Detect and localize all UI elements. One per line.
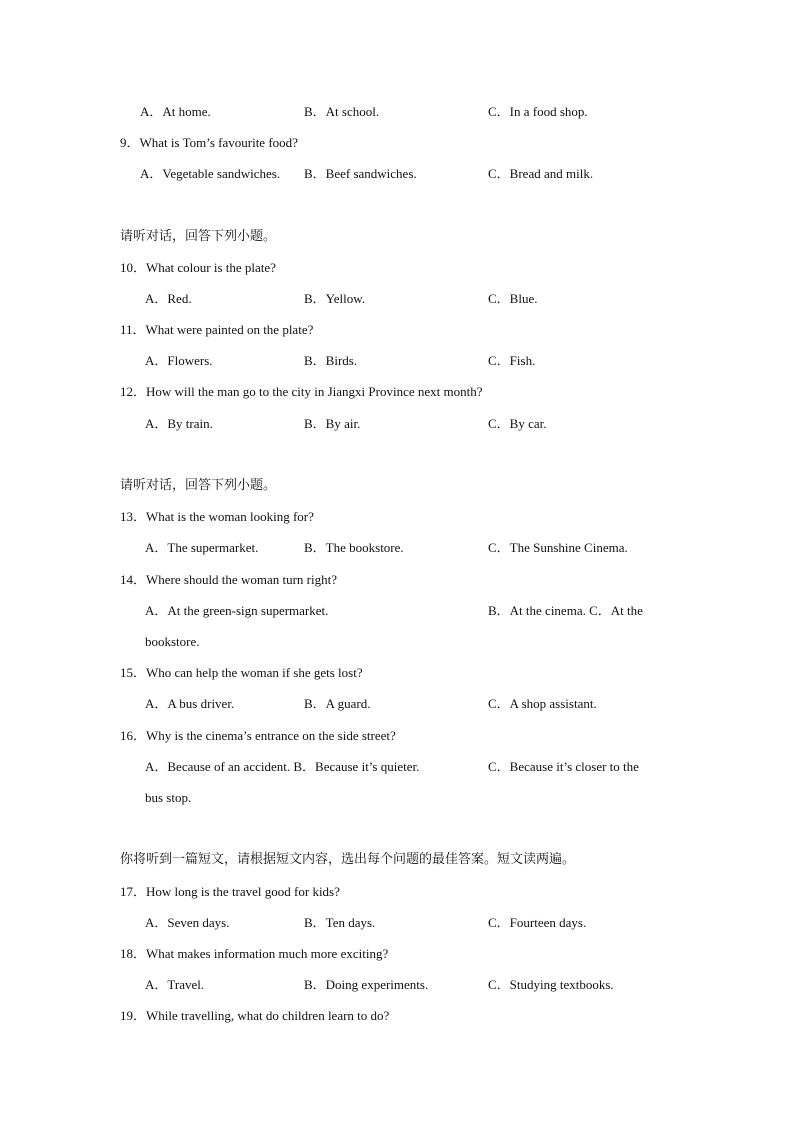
q12-option-c: C．By car. — [488, 416, 547, 431]
q18-question: 18．What makes information much more exciting? — [120, 946, 389, 961]
q16-option-ab: A．Because of an accident. B．Because it’s quieter. — [145, 759, 420, 774]
q18-option-c: C．Studying textbooks. — [488, 977, 614, 992]
q17-option-a: A．Seven days. — [145, 915, 230, 930]
q14-option-a: A．At the green-sign supermarket. — [145, 603, 329, 618]
q17-question: 17．How long is the travel good for kids? — [120, 884, 340, 899]
q9-option-a: A．Vegetable sandwiches. — [140, 166, 281, 181]
q15-option-b: B．A guard. — [304, 696, 371, 711]
q15-question: 15．Who can help the woman if she gets lost? — [120, 665, 363, 680]
q18-option-a: A．Travel. — [145, 977, 205, 992]
q9-option-c: C．Bread and milk. — [488, 166, 594, 181]
q9-question: 9．What is Tom’s favourite food? — [120, 135, 298, 150]
q15-option-c: C．A shop assistant. — [488, 696, 597, 711]
q10-option-b: B．Yellow. — [304, 291, 366, 306]
q14-option-bc: B．At the cinema. C．At the — [488, 603, 643, 618]
q17-option-c: C．Fourteen days. — [488, 915, 587, 930]
q13-option-c: C．The Sunshine Cinema. — [488, 540, 628, 555]
section-instruction-4: 你将听到一篇短文，请根据短文内容，选出每个问题的最佳答案。短文读两遍。 — [120, 852, 576, 867]
section-instruction-3: 请听对话，回答下列小题。 — [120, 478, 277, 493]
q11-option-c: C．Fish. — [488, 353, 536, 368]
q13-question: 13．What is the woman looking for? — [120, 509, 314, 524]
q9-option-b: B．Beef sandwiches. — [304, 166, 417, 181]
q13-option-a: A．The supermarket. — [145, 540, 259, 555]
q10-option-a: A．Red. — [145, 291, 192, 306]
q13-option-b: B．The bookstore. — [304, 540, 404, 555]
q8-option-a: A．At home. — [140, 104, 211, 119]
q8-option-b: B．At school. — [304, 104, 380, 119]
q19-question: 19．While travelling, what do children learn to do? — [120, 1008, 390, 1023]
q16-question: 16．Why is the cinema’s entrance on the side street? — [120, 728, 396, 743]
q12-question: 12．How will the man go to the city in Jiangxi Province next month? — [120, 384, 483, 399]
q8-option-c: C．In a food shop. — [488, 104, 588, 119]
q18-option-b: B．Doing experiments. — [304, 977, 429, 992]
q14-question: 14．Where should the woman turn right? — [120, 572, 337, 587]
q14-option-wrap: bookstore. — [145, 634, 200, 649]
q12-option-b: B．By air. — [304, 416, 361, 431]
q11-question: 11．What were painted on the plate? — [120, 322, 314, 337]
q16-option-wrap: bus stop. — [145, 790, 192, 805]
q16-option-c: C．Because it’s closer to the — [488, 759, 639, 774]
q15-option-a: A．A bus driver. — [145, 696, 235, 711]
q12-option-a: A．By train. — [145, 416, 213, 431]
q17-option-b: B．Ten days. — [304, 915, 376, 930]
q10-question: 10．What colour is the plate? — [120, 260, 276, 275]
q11-option-a: A．Flowers. — [145, 353, 213, 368]
q11-option-b: B．Birds. — [304, 353, 358, 368]
q10-option-c: C．Blue. — [488, 291, 538, 306]
section-instruction-2: 请听对话，回答下列小题。 — [120, 229, 277, 244]
